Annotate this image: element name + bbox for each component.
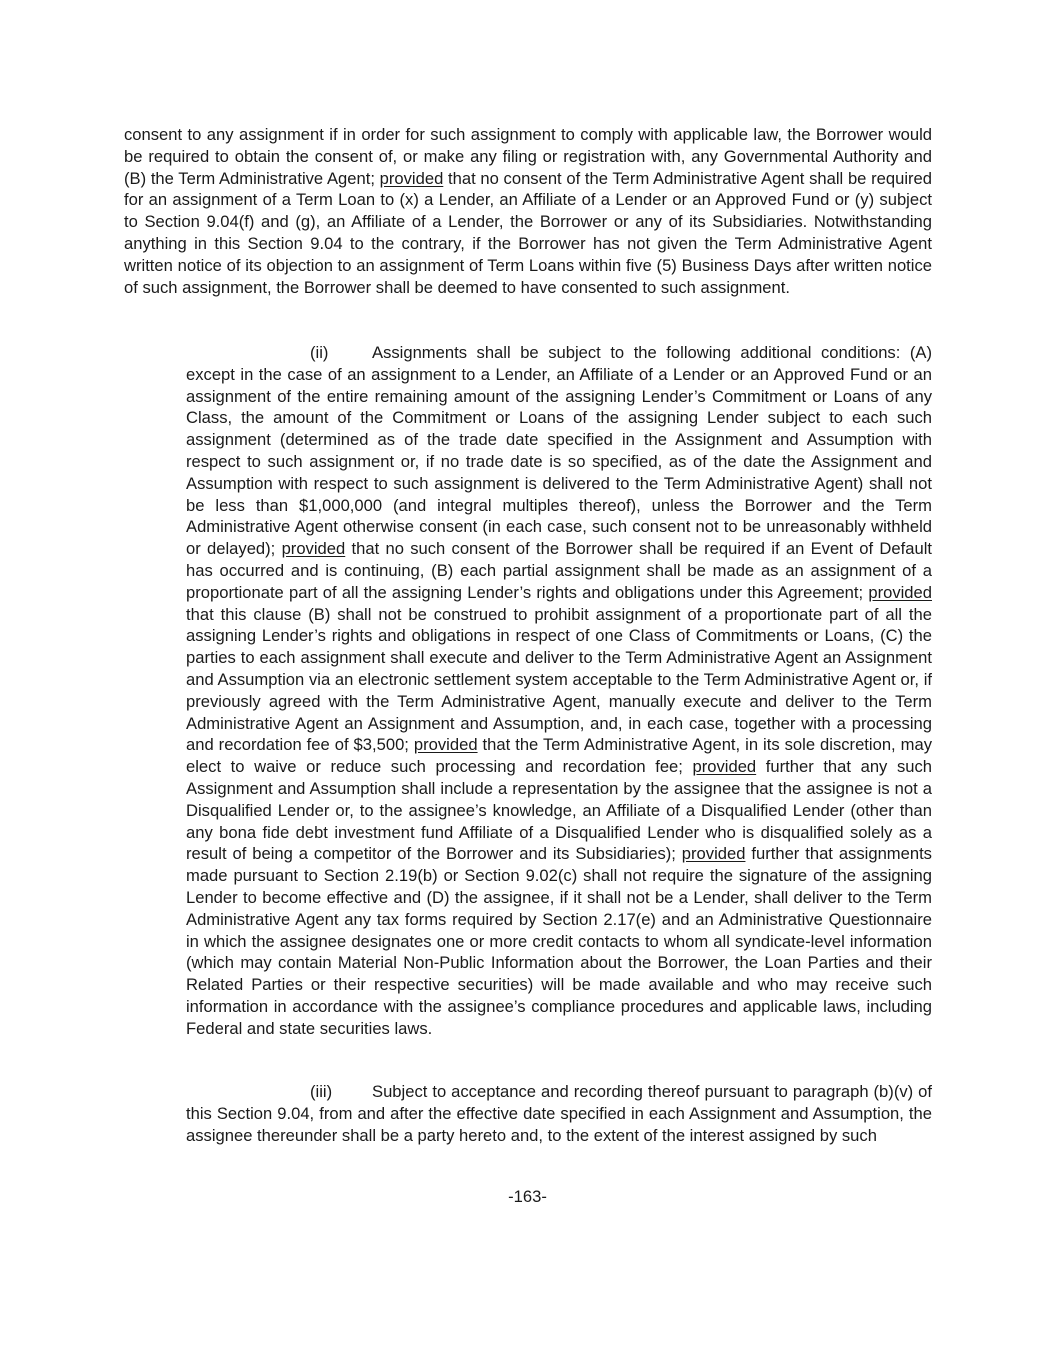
text-run: Subject to acceptance and recording thereof pursuant to paragraph (b)(v) of this Section 9.04, from and after the effective date specified in each Assignment and Assumption, the assignee thereunder shall be a party hereto and, to the extent of the interest assigned by such xyxy=(186,1082,932,1145)
paragraph-continuation xyxy=(124,124,932,298)
text-run: that this clause (B) shall not be construed to prohibit assignment of a proportionate part of all the assigning Lender’s rights and obligations in respect of one Class of Commitments or Loans, (C) the parties to each assignment shall execute and deliver to the Term Administrative Agent an Assignment and Assumption via an electronic settlement system acceptable to the Term Administrative Agent or, if previously agreed with the Term Administrative Agent, manually execute and deliver to the Term Administrative Agent an Assignment and Assumption, and, in each case, together with a processing and recordation fee of $3,500; xyxy=(186,604,932,755)
paragraph-iii xyxy=(186,1081,932,1146)
provided-term: provided xyxy=(868,582,932,602)
text-run: further that any such Assignment and Assumption shall include a representation by the assignee that the assignee is not a Disqualified Lender or, to the assignee’s knowledge, an Affiliate of a Disqualified Lender (other than any bona fide debt investment fund Affiliate of a Disqualified Lender who is disqualified solely as a result of being a competitor of the Borrower and its Subsidiaries); xyxy=(186,757,932,864)
text-run: Assignments shall be subject to the following additional conditions: (A) except in the case of an assignment to a Lender, an Affiliate of a Lender or an Approved Fund or an assignment of the entire remaining amount of the assigning Lender’s Commitment or Loans of any Class, the amount of the Commitment or Loans of the assigning Lender subject to each such assignment (determined as of the trade date specified in the Assignment and Assumption with respect to such assignment or, if no trade date is so specified, as of the date the Assignment and Assumption with respect to such assignment is delivered to the Term Administrative Agent) shall not be less than $1,000,000 (and integral multiples thereof), unless the Borrower and the Term Administrative Agent otherwise consent (in each case, such consent not to be unreasonably withheld or delayed); xyxy=(186,343,932,559)
provided-term: provided xyxy=(413,735,478,755)
provided-term: provided xyxy=(281,539,346,559)
text-run: further that assignments made pursuant to Section 2.19(b) or Section 9.02(c) shall not require the signature of the assigning Lender to become effective and (D) the assignee, if it shall not be a Lender, shall deliver to the Term Administrative Agent any tax forms required by Section 2.17(e) and an Administrative Questionnaire in which the assignee designates one or more credit contacts to whom all syndicate-level information (which may contain Material Non-Public Information about the Borrower, the Loan Parties and their Related Parties or their respective securities) will be made available and who may receive such information in accordance with the assignee’s compliance procedures and applicable laws, including Federal and state securities laws. xyxy=(186,844,932,1038)
clause-number: (ii) xyxy=(310,343,329,362)
text-run: that the Term Administrative Agent, in its sole discretion, may elect to waive or reduce such processing and recordation fee; xyxy=(186,735,932,777)
provided-term: provided xyxy=(692,757,757,777)
clause-number: (iii) xyxy=(310,1082,333,1101)
text-run: that no such consent of the Borrower shall be required if an Event of Default has occurred and is continuing, (B) each partial assignment shall be made as an assignment of a proportionate part of all the assigning Lender’s rights and obligations under this Agreement; xyxy=(186,539,932,602)
provided-term: provided xyxy=(681,844,746,864)
text-run: consent to any assignment if in order for such assignment to comply with applicable law, the Borrower would be required to obtain the consent of, or make any filing or registration with, any Governmental Authority and (B) the Term Administrative Agent; xyxy=(124,125,932,188)
text-run: that no consent of the Term Administrative Agent shall be required for an assignment of a Term Loan to (x) a Lender, an Affiliate of a Lender or an Approved Fund or (y) subject to Section 9.04(f) and (g), an Affiliate of a Lender, the Borrower or any of its Subsidiaries. Notwithstanding anything in this Section 9.04 to the contrary, if the Borrower has not given the Term Administrative Agent written notice of its objection to an assignment of Term Loans within five (5) Business Days after written notice of such assignment, the Borrower shall be deemed to have consented to such assignment. xyxy=(124,168,932,297)
page-number: -163- xyxy=(508,1187,547,1206)
paragraph-ii xyxy=(186,342,932,1040)
provided-term: provided xyxy=(379,168,444,188)
